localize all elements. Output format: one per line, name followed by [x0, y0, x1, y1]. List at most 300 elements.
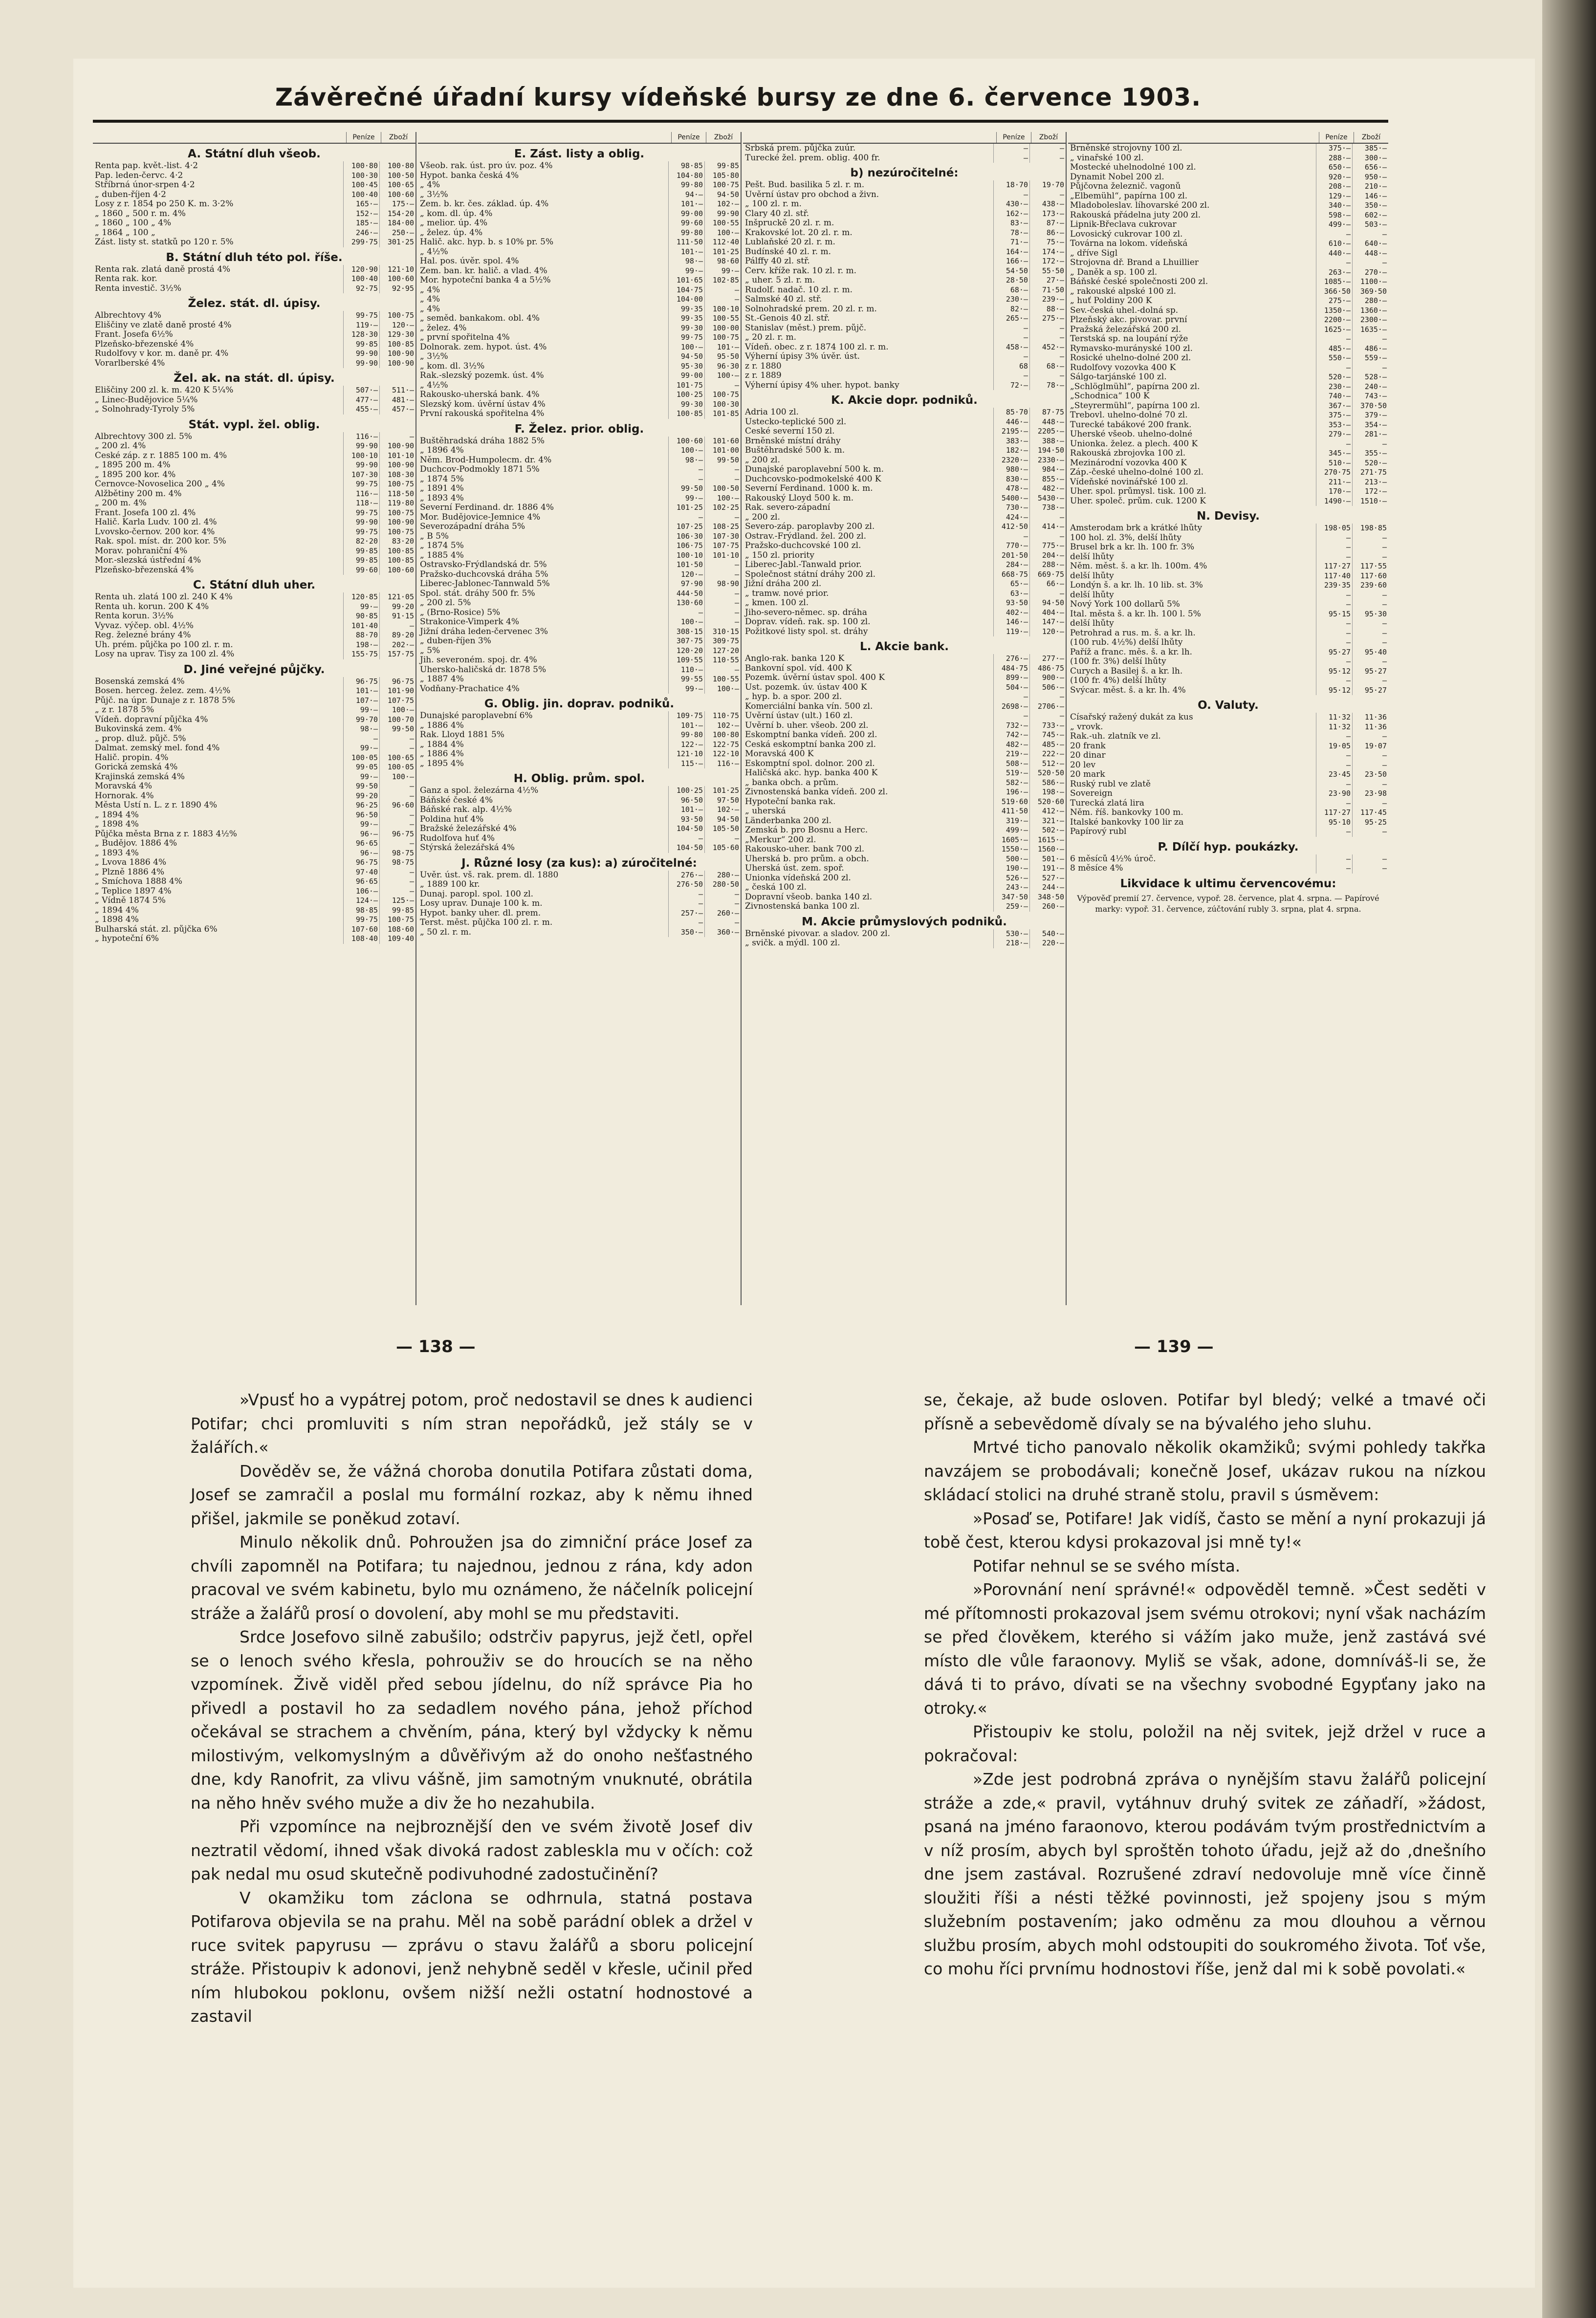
price-goods: 1560·— — [1029, 845, 1066, 854]
security-name: Liberec-Jablonec-Tannwald 5% — [420, 579, 550, 589]
table-row — [1068, 533, 1388, 543]
security-name: Pešt. Bud. basilika 5 zl. r. m. — [745, 180, 865, 190]
price-money: 99·30 — [668, 400, 704, 410]
security-name: Ostrav.-Frýdland. žel. 200 zl. — [745, 531, 867, 541]
column-header — [93, 132, 415, 144]
price-goods: 100·10 — [704, 305, 741, 314]
price-goods: 110·75 — [704, 711, 741, 721]
table-row — [418, 805, 741, 815]
price-money: 96·75 — [343, 677, 379, 687]
price-goods: 100·50 — [704, 484, 741, 494]
price-goods: 738·— — [1029, 503, 1066, 513]
price-money: 104·00 — [668, 295, 704, 305]
price-money: 119·— — [993, 627, 1029, 637]
price-goods: 122·75 — [704, 740, 741, 750]
table-row — [1068, 864, 1388, 874]
price-money: 276·50 — [668, 880, 704, 890]
table-row — [1068, 420, 1388, 430]
price-goods: — — [1352, 638, 1388, 648]
table-row — [1068, 686, 1388, 696]
price-goods: — — [379, 791, 415, 801]
security-name: Paříž a franc. měs. š. a kr. lh. — [1070, 647, 1193, 657]
security-name: Uherská úst. zem. spoř. — [745, 864, 844, 873]
section-heading: H. Oblig. prům. spol. — [513, 772, 645, 785]
security-name: Hornorak. 4% — [95, 791, 154, 801]
price-money: 219·— — [993, 749, 1029, 759]
security-name: České záp. z r. 1885 100 m. 4% — [95, 451, 227, 460]
price-money: 196·— — [993, 787, 1029, 797]
price-goods: 101·85 — [704, 409, 741, 419]
price-goods: 11·36 — [1352, 722, 1388, 732]
security-name: Brusel brk a kr. lh. 100 fr. 3% — [1070, 543, 1195, 552]
security-name: Záp.-české uhelno-dolné 100 zl. — [1070, 468, 1203, 477]
table-row — [93, 460, 415, 470]
security-name: „ 1886 4% — [420, 721, 464, 730]
table-row — [93, 877, 415, 887]
price-goods: — — [704, 589, 741, 599]
price-goods: 119·80 — [379, 499, 415, 508]
table-row — [743, 209, 1066, 219]
price-goods: 102·25 — [704, 503, 741, 513]
table-row — [743, 579, 1066, 589]
price-goods: 528·— — [1352, 372, 1388, 382]
price-money: — — [1316, 619, 1352, 629]
security-name: Mor. Budějovice-Jemnice 4% — [420, 512, 541, 522]
story-paragraph: V okamžiku tom záclona se odhrnula, statná postava Potifarova objevila se na prahu. Měl na sobě parádní oblek a držel v ruce svitek papyrusu — zprávu o stavu žalářů a sboru policejní stráže. Přistoupiv k adonovi, jenž nehybně seděl v křesle, učinil před ním hlubokou poklonu, ovšem nižší nežli ostatní hodnostové a zastavil — [191, 1888, 753, 2026]
price-money: 129·— — [1316, 192, 1352, 201]
table-row — [418, 484, 741, 494]
security-name: „ z r. 1878 5% — [95, 705, 154, 715]
security-name: Doprav. vídeň. rak. sp. 100 zl. — [745, 617, 871, 627]
price-goods: 1615·— — [1029, 835, 1066, 845]
price-goods: 379·— — [1352, 411, 1388, 420]
table-row — [1068, 182, 1388, 192]
security-name: Vodňany-Prachatice 4% — [420, 684, 520, 694]
price-money: 101·— — [668, 199, 704, 209]
price-goods: 1510·— — [1352, 497, 1388, 506]
table-row — [1068, 751, 1388, 761]
table-row — [1068, 163, 1388, 173]
price-goods: 98·75 — [379, 858, 415, 868]
price-money: 93·50 — [668, 815, 704, 825]
price-money: 99·— — [668, 684, 704, 694]
security-name: Komerciální banka vín. 500 zl. — [745, 701, 873, 711]
price-money: 732·— — [993, 721, 1029, 731]
price-goods: 855·— — [1029, 475, 1066, 484]
security-name: Plzeňsko-březenská 4% — [95, 565, 194, 575]
table-row — [743, 854, 1066, 864]
price-money: — — [668, 465, 704, 475]
security-name: „ Vídně 1874 5% — [95, 896, 166, 905]
price-money: 96·75 — [343, 858, 379, 868]
column-header-goods: Zboží — [706, 132, 741, 143]
table-row — [743, 541, 1066, 551]
price-goods: 100·— — [704, 494, 741, 503]
price-goods: 280·— — [704, 871, 741, 880]
security-name: Moravská 4% — [95, 782, 153, 791]
table-column-1 — [93, 132, 416, 1305]
table-row — [743, 153, 1066, 163]
price-money: 110·— — [668, 665, 704, 675]
security-name: Duchcovsko-podmokelské 400 K — [745, 474, 881, 484]
price-money: 276·— — [668, 871, 704, 880]
price-goods: 100·— — [704, 371, 741, 381]
price-goods: 100·75 — [704, 390, 741, 400]
security-name: Anglo-rak. banka 120 K — [745, 654, 845, 663]
table-row — [93, 715, 415, 725]
price-goods: 240·— — [1352, 382, 1388, 392]
security-name: Budínské 40 zl. r. m. — [745, 247, 831, 257]
price-money: 740·— — [1316, 392, 1352, 401]
price-goods: 100·60 — [379, 190, 415, 200]
table-row — [93, 330, 415, 340]
price-money: 96·25 — [343, 801, 379, 810]
security-name: Něm. říš. bankovky 100 m. — [1070, 808, 1183, 817]
table-row — [743, 314, 1066, 324]
table-row — [1068, 211, 1388, 220]
table-row — [1068, 543, 1388, 552]
table-row — [418, 843, 741, 853]
table-row — [93, 696, 415, 706]
security-name: Báňské české společnosti 200 zl. — [1070, 277, 1208, 286]
table-row — [1068, 827, 1388, 837]
table-row — [743, 522, 1066, 532]
price-money: 99·— — [668, 266, 704, 276]
security-name: Pražsko-duchcovské 100 zl. — [745, 541, 861, 550]
title-rule — [93, 120, 1388, 123]
price-goods: — — [379, 868, 415, 877]
price-money: 99·— — [668, 494, 704, 503]
table-row — [93, 537, 415, 547]
price-goods: 102·85 — [704, 276, 741, 285]
price-goods: 117·60 — [1352, 571, 1388, 581]
price-goods: 100·30 — [704, 400, 741, 410]
price-goods: — — [1352, 590, 1388, 600]
security-name: „ huť Poldiny 200 K — [1070, 296, 1152, 306]
price-goods: — — [704, 665, 741, 675]
price-goods: 100·75 — [379, 527, 415, 537]
section-heading: P. Dílčí hyp. poukázky. — [1158, 840, 1299, 853]
price-money: 107·25 — [668, 522, 704, 532]
table-row — [743, 627, 1066, 637]
security-name: České severní 150 zl. — [745, 427, 835, 436]
price-money: 65·— — [993, 579, 1029, 589]
price-money: 284·— — [993, 560, 1029, 570]
price-money: — — [668, 890, 704, 899]
security-name: (100 fr. 3%) delší lhůty — [1070, 657, 1166, 666]
price-money: 99·35 — [668, 314, 704, 324]
security-name: „ 1894 4% — [95, 905, 139, 915]
security-name: „ 200 zl. 4% — [95, 441, 146, 451]
table-row — [1068, 780, 1388, 789]
security-name: Zem. ban. kr. halič. a vlad. 4% — [420, 266, 547, 276]
price-money: 383·— — [993, 437, 1029, 446]
table-row — [1068, 742, 1388, 751]
price-goods: 88·— — [1029, 305, 1066, 314]
price-goods: — — [704, 890, 741, 899]
security-name: Eliščiny 200 zl. k. m. 420 K 5¼% — [95, 386, 234, 395]
price-money: 82·— — [993, 305, 1029, 314]
price-money: 95·12 — [1316, 667, 1352, 677]
table-row — [1068, 497, 1388, 506]
price-money: — — [1316, 761, 1352, 770]
price-money: 101·— — [343, 686, 379, 696]
price-money: 107·30 — [343, 470, 379, 480]
price-money: 455·— — [343, 405, 379, 415]
security-name: Londýn š. a kr. lh. 10 lib. st. 3% — [1070, 581, 1203, 590]
table-row — [743, 417, 1066, 427]
price-goods: 96·30 — [704, 362, 741, 372]
price-money: — — [993, 352, 1029, 362]
price-goods: — — [704, 608, 741, 618]
security-name: Clary 40 zl. stř. — [745, 209, 809, 219]
table-row — [93, 284, 415, 294]
price-money: — — [668, 899, 704, 909]
table-row — [93, 311, 415, 321]
price-money: — — [993, 333, 1029, 343]
table-row — [1068, 732, 1388, 742]
table-row — [743, 939, 1066, 948]
price-money: 72·— — [993, 381, 1029, 391]
price-goods: 100·90 — [379, 349, 415, 359]
table-row — [1068, 600, 1388, 610]
security-name: Lovosický cukrovar 100 zl. — [1070, 229, 1183, 239]
security-name: Turecká zlatá lira — [1070, 798, 1144, 808]
table-row — [743, 845, 1066, 854]
price-goods: 175·— — [379, 199, 415, 209]
table-row — [418, 598, 741, 608]
price-money: 1490·— — [1316, 497, 1352, 506]
price-money: 96·— — [343, 849, 379, 858]
table-row — [418, 247, 741, 257]
section-heading: L. Akcie bank. — [859, 640, 949, 653]
table-row — [93, 359, 415, 369]
table-row — [418, 636, 741, 646]
table-row — [93, 830, 415, 839]
price-money: 104·75 — [668, 285, 704, 295]
price-money: 980·— — [993, 465, 1029, 475]
price-goods: 101·— — [704, 343, 741, 352]
security-name: „ 4½% — [420, 380, 448, 390]
price-goods: 98·75 — [379, 849, 415, 858]
price-money: 1350·— — [1316, 306, 1352, 316]
table-row — [743, 654, 1066, 664]
price-goods: 95·27 — [1352, 667, 1388, 677]
table-row — [743, 692, 1066, 702]
table-row — [418, 456, 741, 465]
price-money: 117·27 — [1316, 808, 1352, 818]
price-goods: — — [704, 918, 741, 928]
price-money: 99·75 — [343, 527, 379, 537]
security-name: Morav. pohraniční 4% — [95, 546, 188, 556]
price-goods: 360·— — [704, 928, 741, 938]
price-money: — — [343, 734, 379, 744]
price-goods: — — [1352, 363, 1388, 373]
security-name: Uh. prém. půjčka po 100 zl. r. m. — [95, 640, 233, 650]
table-row — [1068, 392, 1388, 401]
price-goods: 95·27 — [1352, 686, 1388, 696]
table-column-2 — [418, 132, 742, 1305]
table-row — [93, 180, 415, 190]
price-money: — — [668, 475, 704, 484]
security-name: Unionka. želez. a plech. 400 K — [1070, 439, 1198, 449]
price-money: 130·60 — [668, 598, 704, 608]
price-money: 96·65 — [343, 839, 379, 849]
security-name: „ Linec-Budějovice 5¼% — [95, 395, 198, 405]
security-name: Pálffy 40 zl. stř. — [745, 257, 810, 266]
security-name: „ 4% — [420, 180, 440, 190]
price-goods: 86·— — [1029, 228, 1066, 238]
price-goods: 107·75 — [379, 696, 415, 706]
price-goods: — — [379, 810, 415, 820]
table-row — [743, 257, 1066, 266]
price-money: 83·— — [993, 219, 1029, 228]
price-money: 104·80 — [668, 171, 704, 181]
price-money: 2320·— — [993, 456, 1029, 465]
story-paragraph: Mrtvé ticho panovalo několik okamžiků; svými pohledy takřka navzájem se probodávali; konečně Josef, ukázav rukou na nízkou skládací stolici na druhé straně stolu, pravil s úsměvem: — [924, 1438, 1486, 1504]
price-money: 508·— — [993, 759, 1029, 769]
price-money: 101·— — [668, 721, 704, 731]
bourse-table — [93, 132, 1388, 1305]
table-row — [743, 570, 1066, 580]
price-money: 288·— — [1316, 153, 1352, 163]
security-name: „ 1889 100 kr. — [420, 880, 480, 889]
price-goods: 121·10 — [379, 265, 415, 275]
security-name: Renta rak. kor. — [95, 274, 157, 284]
table-row — [1068, 638, 1388, 648]
price-money: — — [1316, 590, 1352, 600]
table-row — [1068, 192, 1388, 201]
table-row — [743, 768, 1066, 778]
price-goods: 198·— — [1029, 787, 1066, 797]
table-row — [743, 276, 1066, 285]
price-goods: 520·— — [1352, 459, 1388, 468]
table-row — [743, 465, 1066, 475]
price-money: 230·— — [993, 295, 1029, 305]
price-goods: 370·50 — [1352, 401, 1388, 411]
table-row — [418, 759, 741, 769]
table-row — [93, 340, 415, 350]
price-money: 120·20 — [668, 646, 704, 656]
price-money: 54·50 — [993, 266, 1029, 276]
price-money: 95·15 — [1316, 610, 1352, 619]
price-money: 88·70 — [343, 631, 379, 640]
price-money: — — [668, 918, 704, 928]
security-name: Mostecké uhelnodolné 100 zl. — [1070, 163, 1196, 172]
security-name: Renta uh. zlatá 100 zl. 240 K 4% — [95, 592, 233, 602]
security-name: „ hyp. b. a spor. 200 zl. — [745, 692, 842, 701]
security-name: „ 200 zl. — [745, 455, 780, 465]
security-name: Bosen. herceg. želez. zem. 4½% — [95, 686, 231, 696]
price-money: 208·— — [1316, 182, 1352, 192]
price-goods: 27·— — [1029, 276, 1066, 285]
security-name: 8 měsíce 4% — [1070, 864, 1123, 873]
price-goods: 438·— — [1029, 199, 1066, 209]
security-name: „Schlöglmühl“, papírna 200 zl. — [1070, 382, 1200, 392]
table-row — [93, 753, 415, 763]
table-row — [93, 480, 415, 489]
security-name: Města Ústí n. L. z r. 1890 4% — [95, 801, 218, 810]
table-row — [418, 266, 741, 276]
price-goods: — — [1352, 230, 1388, 240]
price-money: 99·— — [343, 772, 379, 782]
price-money: 519·60 — [993, 797, 1029, 807]
security-name: Strakonice-Vimperk 4% — [420, 617, 520, 627]
price-money: 440·— — [1316, 249, 1352, 259]
security-name: Poldina huť 4% — [420, 814, 484, 824]
price-money: 2195·— — [993, 427, 1029, 437]
price-money: 353·— — [1316, 420, 1352, 430]
security-name: Ital. města š. a kr. lh. 100 l. 5% — [1070, 609, 1201, 619]
price-goods: 99·50 — [704, 456, 741, 465]
security-name: Rakouská zbrojovka 100 zl. — [1070, 449, 1186, 458]
column-header — [1068, 132, 1388, 144]
price-money: 99·90 — [343, 359, 379, 369]
price-goods: 120·— — [379, 321, 415, 330]
table-row — [743, 673, 1066, 683]
price-goods: — — [1352, 676, 1388, 686]
security-name: „ 1898 4% — [95, 915, 139, 924]
security-name: Hal. pos. úvěr. spol. 4% — [420, 257, 519, 266]
price-goods: 100·75 — [379, 480, 415, 489]
table-row — [743, 740, 1066, 750]
table-row — [418, 551, 741, 561]
security-name: „ kmen. 100 zl. — [745, 598, 809, 608]
price-goods: — — [1352, 439, 1388, 449]
table-row — [418, 333, 741, 343]
table-row — [743, 835, 1066, 845]
section-heading: A. Státní dluh všeob. — [188, 148, 321, 160]
security-name: „Elbemühl“, papírna 100 zl. — [1070, 191, 1188, 201]
price-goods: 100·55 — [704, 314, 741, 324]
table-row — [93, 744, 415, 753]
security-name: Renta uh. korun. 200 K 4% — [95, 602, 209, 612]
security-name: Ústecko-teplické 500 zl. — [745, 417, 847, 427]
price-money: 19·05 — [1316, 742, 1352, 751]
price-goods: 602·— — [1352, 211, 1388, 220]
price-money: 458·— — [993, 343, 1029, 352]
price-money: 276·— — [993, 654, 1029, 664]
price-goods: 457·— — [379, 405, 415, 415]
table-row — [1068, 571, 1388, 581]
security-name: Štýrská železářská 4% — [420, 843, 515, 853]
price-goods: 204·— — [1029, 551, 1066, 561]
table-row — [93, 724, 415, 734]
security-name: „ 20 zl. r. m. — [745, 333, 797, 342]
security-name: Úvěrní b. uher. všeob. 200 zl. — [745, 721, 869, 730]
security-name: Rak. Lloyd 1881 5% — [420, 730, 504, 740]
price-goods: 100·— — [704, 228, 741, 238]
price-goods: 94·50 — [1029, 598, 1066, 608]
table-row — [93, 650, 415, 659]
table-row — [418, 209, 741, 219]
price-money: 477·— — [343, 395, 379, 405]
price-goods: 520·60 — [1029, 797, 1066, 807]
price-goods: 100·75 — [704, 180, 741, 190]
price-money: 444·50 — [668, 589, 704, 599]
price-money: 95·12 — [1316, 686, 1352, 696]
security-name: „ Solnohrady-Tyroly 5% — [95, 405, 195, 414]
security-name: z r. 1889 — [745, 371, 782, 380]
table-row — [93, 527, 415, 537]
security-name: Bosenská zemská 4% — [95, 677, 185, 686]
price-goods: — — [704, 285, 741, 295]
price-money: 239·35 — [1316, 581, 1352, 590]
table-row — [1068, 268, 1388, 278]
price-money: 99·75 — [343, 311, 379, 321]
security-name: Vídeň. dopravní půjčka 4% — [95, 715, 208, 724]
price-goods: 78·— — [1029, 381, 1066, 391]
